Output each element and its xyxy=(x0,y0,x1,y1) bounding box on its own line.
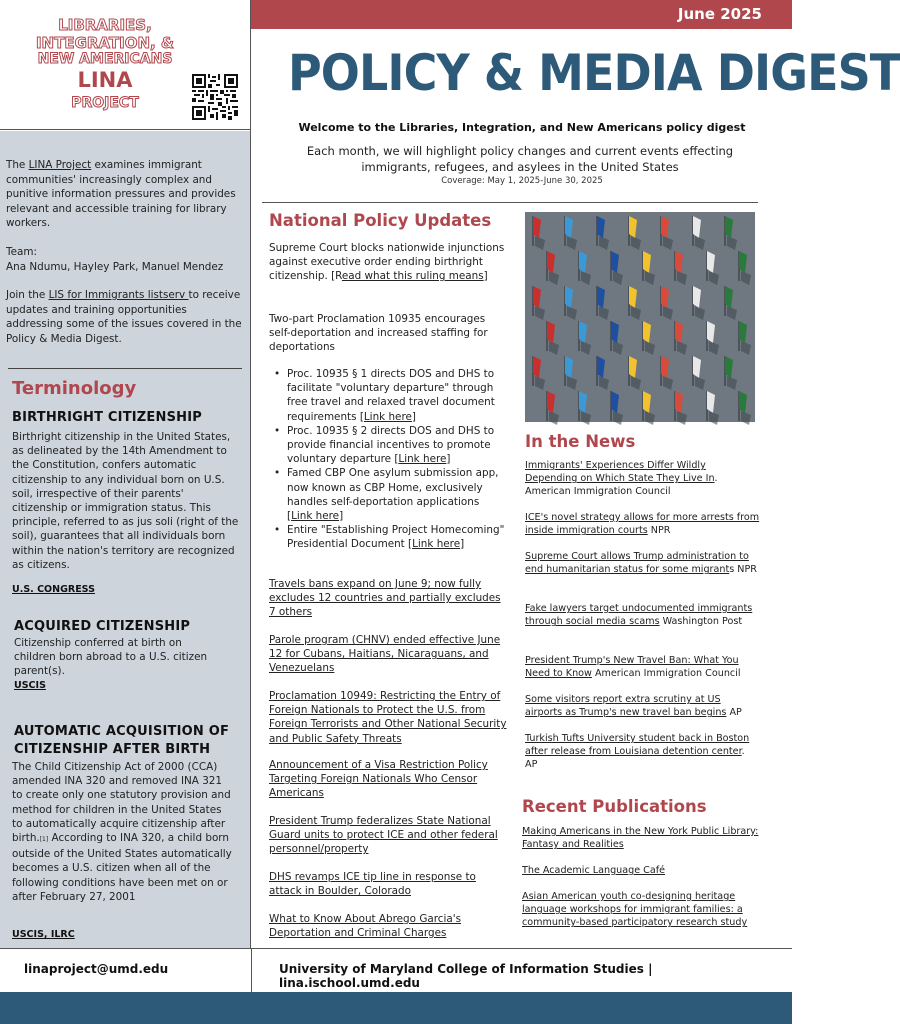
top-banner xyxy=(251,0,792,29)
about-paragraph: The LINA Project examines immigrant communities' increasingly complex and punitive information pressures and provides relevant and accessible training for library workers. xyxy=(6,159,236,230)
ruling-link[interactable]: ead what this ruling means xyxy=(341,270,484,283)
flags-on-poles-photo xyxy=(525,212,755,422)
recent-publications-heading: Recent Publications xyxy=(522,797,707,816)
source-link-uscis-2[interactable]: USCIS xyxy=(12,929,44,940)
publication-link-1[interactable]: Making Americans in the New York Public Library: Fantasy and Realities xyxy=(522,826,759,851)
source-link-uscis[interactable]: USCIS xyxy=(14,680,46,691)
footer-band xyxy=(0,992,792,1024)
publication-link-3[interactable]: Asian American youth co-designing heritage language workshops for immigrant families: a community-based participatory research study xyxy=(522,891,748,929)
policy-link-travel-bans[interactable]: Travels bans expand on June 9; now fully excludes 12 countries and partially excludes 7 others xyxy=(269,578,501,619)
join-paragraph: Join the LIS for Immigrants listserv to receive updates and training opportunities addressing some of the issues covered in the Policy & Media Digest. xyxy=(6,289,242,345)
news-link-4[interactable]: Fake lawyers target undocumented immigrants through social media scams xyxy=(525,603,753,628)
policy-link-parole-program[interactable]: Parole program (CHNV) ended effective June 12 for Cubans, Haitians, Nicaraguans, and Venezuelans xyxy=(269,634,501,675)
welcome-line: Welcome to the Libraries, Integration, and New Americans policy digest xyxy=(298,121,746,134)
listserv-link[interactable]: LIS for Immigrants listserv xyxy=(48,289,189,301)
link-here-3[interactable]: Link here xyxy=(291,510,340,523)
team-names: Ana Ndumu, Hayley Park, Manuel Mendez xyxy=(6,261,224,273)
page-title: POLICY & MEDIA DIGEST xyxy=(288,44,900,102)
sidebar xyxy=(0,0,251,948)
source-link-ilrc[interactable]: ILRC xyxy=(50,929,75,940)
news-item: Some visitors report extra scrutiny at US airports as Trump's new travel ban begins AP xyxy=(525,694,742,719)
in-the-news-heading: In the News xyxy=(525,432,636,451)
terminology-heading: Terminology xyxy=(12,378,137,399)
list-item: • Proc. 10935 § 2 directs DOS and DHS to provide financial incentives to promote voluntary departure [Link here] xyxy=(274,424,506,467)
news-item: President Trump's New Travel Ban: What You Need to Know American Immigration Council xyxy=(525,655,741,680)
footnote-marker: [1] xyxy=(39,836,49,844)
news-item: Fake lawyers target undocumented immigrants through social media scams Washington Post xyxy=(525,603,753,628)
policy-link-abrego-garcia[interactable]: What to Know About Abrego Garcia's Deportation and Criminal Charges xyxy=(269,913,462,940)
source-link-us-congress[interactable]: U.S. CONGRESS xyxy=(12,584,95,595)
term-body-automatic: The Child Citizenship Act of 2000 (CCA) amended INA 320 and removed INA 321 to create only one statutory provision and method for children in the United States to automatically acquire citizenship after birth.[1] According to INA 320, a child born outside of the United States automatically becomes a U.S. citizen when all of the following conditions have been met on or after February 27, 2001 xyxy=(12,761,232,903)
link-here-4[interactable]: Link here xyxy=(412,538,461,551)
link-here-1[interactable]: Link here xyxy=(363,410,412,423)
logo-text-lina: LINA xyxy=(77,68,133,92)
news-link-1[interactable]: Immigrants' Experiences Differ Wildly Depending on Which State They Live In xyxy=(525,460,715,485)
publication-link-2[interactable]: The Academic Language Café xyxy=(522,865,666,876)
news-item: Immigrants' Experiences Differ Wildly Depending on Which State They Live In. American Immigration Council xyxy=(525,460,718,498)
footer-organization[interactable]: University of Maryland College of Information Studies | lina.ischool.umd.edu xyxy=(279,962,653,990)
policy-link-visa-restriction[interactable]: Announcement of a Visa Restriction Policy Targeting Foreign Nationals Who Censor Americans xyxy=(269,759,488,800)
logo-text-line2: INTEGRATION, & xyxy=(35,34,175,52)
issue-date: June 2025 xyxy=(677,5,762,23)
proclamation-bullet-list xyxy=(274,367,506,552)
news-link-6[interactable]: Some visitors report extra scrutiny at US airports as Trump's new travel ban begins xyxy=(525,694,727,719)
logo-text-project: PROJECT xyxy=(71,95,139,111)
news-link-2[interactable]: ICE's novel strategy allows for more arrests from inside immigration courts xyxy=(525,512,760,537)
source-links-automatic: USCIS, ILRC xyxy=(12,929,75,940)
term-body-birthright: Birthright citizenship in the United States, as delineated by the 14th Amendment to the Constitution, confers automatic citizenship to any individual born on U.S. soil, irrespective of their parents' citizenship or immigration status. This principle, referred to as jus soli (right of the soil), guarantees that all individuals born within the nation's territory are recognized as citizens. xyxy=(12,431,239,571)
news-link-5[interactable]: President Trump's New Travel Ban: What You Need to Know xyxy=(525,655,739,680)
news-link-3[interactable]: Supreme Court allows Trump administration to end humanitarian status for some migrant xyxy=(525,551,749,576)
footer-email[interactable]: linaproject@umd.edu xyxy=(24,962,169,976)
term-title-birthright: BIRTHRIGHT CITIZENSHIP xyxy=(12,410,202,425)
term-title-acquired: ACQUIRED CITIZENSHIP xyxy=(14,619,191,634)
coverage-dates: Coverage: May 1, 2025-June 30, 2025 xyxy=(441,176,603,186)
policy-link-proclamation-10949[interactable]: Proclamation 10949: Restricting the Entry of Foreign Nationals to Protect the U.S. from Foreign Terrorists and Other National Security and Public Safety Threats xyxy=(269,690,507,745)
intro-text: Each month, we will highlight policy changes and current events effecting immigrants, refugees, and asylees in the United States xyxy=(306,144,734,174)
national-policy-heading: National Policy Updates xyxy=(269,211,492,230)
list-item: • Entire "Establishing Project Homecoming" Presidential Document [Link here] xyxy=(274,523,506,551)
link-here-2[interactable]: Link here xyxy=(398,453,447,466)
policy-item-supreme-court: Supreme Court blocks nationwide injunctions against executive order ending birthright citizenship. [Read what this ruling means] xyxy=(269,242,505,283)
policy-link-national-guard[interactable]: President Trump federalizes State National Guard units to protect ICE and other federal personnel/property xyxy=(269,815,498,856)
logo-text-line3: NEW AMERICANS xyxy=(37,51,173,67)
lina-project-link[interactable]: LINA Project xyxy=(28,159,92,171)
news-item: Turkish Tufts University student back in Boston after release from Louisiana detention center. AP xyxy=(525,733,750,771)
qr-code-icon[interactable] xyxy=(192,74,238,120)
team-label: Team: xyxy=(6,246,37,258)
news-item: ICE's novel strategy allows for more arrests from inside immigration courts NPR xyxy=(525,512,760,537)
news-item: Supreme Court allows Trump administration to end humanitarian status for some migrants NPR xyxy=(525,551,757,576)
policy-link-ice-tip-line[interactable]: DHS revamps ICE tip line in response to attack in Boulder, Colorado xyxy=(269,871,476,898)
list-item: • Proc. 10935 § 1 directs DOS and DHS to facilitate "voluntary departure" through free travel and relaxed travel document requirements [Link here] xyxy=(274,367,506,424)
logo-text-line1: LIBRARIES, xyxy=(58,16,152,34)
term-body-acquired: Citizenship conferred at birth on children born abroad to a U.S. citizen parent(s). xyxy=(14,637,208,678)
sidebar-divider xyxy=(8,368,242,369)
footer-divider xyxy=(0,948,792,949)
term-title-automatic-line1: AUTOMATIC ACQUISITION OF xyxy=(14,724,230,739)
logo-box xyxy=(0,0,250,130)
header-divider xyxy=(262,202,758,203)
policy-item-proc-10935: Two-part Proclamation 10935 encourages self-deportation and increased staffing for deportations xyxy=(269,313,488,354)
term-title-automatic-line2: CITIZENSHIP AFTER BIRTH xyxy=(14,742,211,757)
list-item: • Famed CBP One asylum submission app, now known as CBP Home, exclusively handles self-deportation applications [Link here] xyxy=(274,466,506,523)
news-link-7[interactable]: Turkish Tufts University student back in Boston after release from Louisiana detention center xyxy=(525,733,750,758)
